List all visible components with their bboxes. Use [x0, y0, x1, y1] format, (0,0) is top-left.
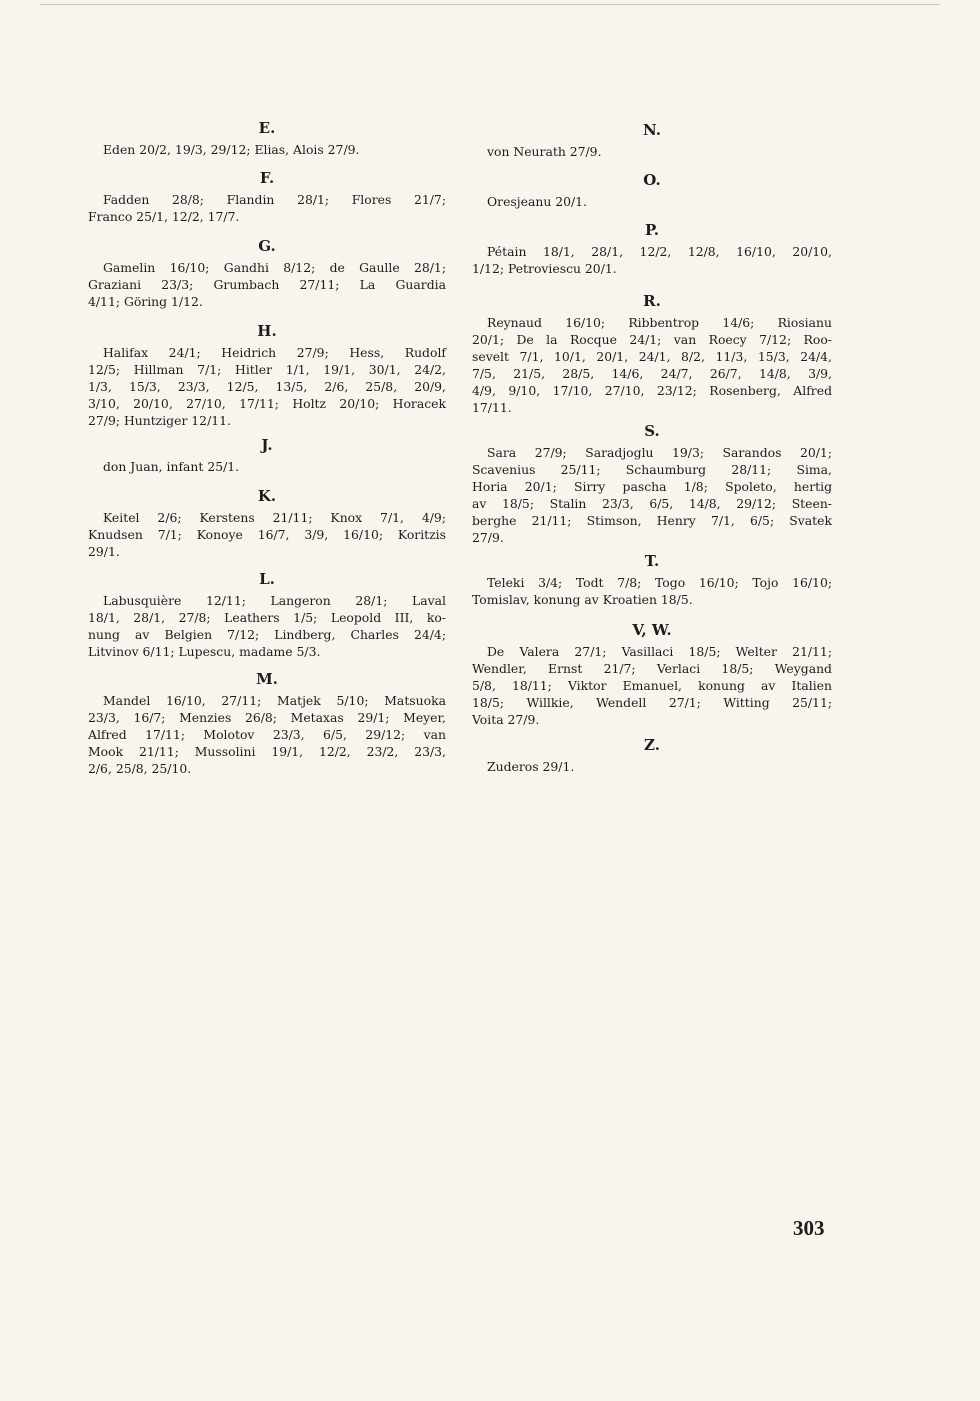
section-letter-heading: H.	[257, 322, 277, 340]
index-entry-line: Pétain 18/1, 28/1, 12/2, 12/8, 16/10, 20/10,	[487, 244, 832, 259]
index-entry-line: Scavenius 25/11; Schaumburg 28/11; Sima,	[472, 462, 832, 477]
section-letter-heading: N.	[643, 121, 661, 139]
section-letter-heading: J.	[261, 436, 273, 454]
index-section	[88, 237, 446, 310]
index-entry-line: 1/12; Petroviescu 20/1.	[472, 261, 617, 276]
index-entry-line: von Neurath 27/9.	[487, 144, 602, 159]
index-entry-line: 3/10, 20/10, 27/10, 17/11; Holtz 20/10; Horacek	[88, 396, 446, 411]
index-section	[88, 436, 446, 475]
section-letter-heading: G.	[258, 237, 276, 255]
index-entry-line: 4/9, 9/10, 17/10, 27/10, 23/12; Rosenberg, Alfred	[472, 383, 832, 398]
index-entry-line: 5/8, 18/11; Viktor Emanuel, konung av Italien	[472, 678, 832, 693]
index-entry-line: Tomislav, konung av Kroatien 18/5.	[472, 592, 693, 607]
index-entry-line: Alfred 17/11; Molotov 23/3, 6/5, 29/12; van	[88, 727, 446, 742]
index-entry-line: Horia 20/1; Sirry pascha 1/8; Spoleto, hertig	[472, 479, 832, 494]
index-entry-line: 27/9.	[472, 530, 504, 545]
index-entry-line: Eden 20/2, 19/3, 29/12; Elias, Alois 27/9.	[103, 142, 360, 157]
section-letter-heading: Z.	[644, 736, 660, 754]
index-entry-line: nung av Belgien 7/12; Lindberg, Charles 24/4;	[88, 627, 446, 642]
index-column-left	[88, 0, 446, 800]
index-section	[88, 670, 446, 777]
index-entry-line: De Valera 27/1; Vasillaci 18/5; Welter 21/11;	[487, 644, 832, 659]
index-entry-line: 4/11; Göring 1/12.	[88, 294, 203, 309]
index-entry-line: Graziani 23/3; Grumbach 27/11; La Guardia	[88, 277, 446, 292]
index-entry-line: 27/9; Huntziger 12/11.	[88, 413, 231, 428]
index-entry-line: av 18/5; Stalin 23/3, 6/5, 14/8, 29/12; Steen-	[472, 496, 832, 511]
index-entry-line: 2/6, 25/8, 25/10.	[88, 761, 192, 776]
section-letter-heading: P.	[644, 221, 660, 239]
section-letter-heading: E.	[258, 119, 276, 137]
index-section	[472, 292, 832, 416]
index-section	[472, 171, 832, 210]
index-entry-line: 7/5, 21/5, 28/5, 14/6, 24/7, 26/7, 14/8, 3/9,	[472, 366, 832, 381]
index-entry-line: Reynaud 16/10; Ribbentrop 14/6; Riosianu	[487, 315, 832, 330]
index-entry-line: Labusquière 12/11; Langeron 28/1; Laval	[103, 593, 446, 608]
index-entry-line: don Juan, infant 25/1.	[103, 459, 240, 474]
index-section	[472, 121, 832, 160]
section-letter-heading: T.	[644, 552, 660, 570]
index-entry-line: Keitel 2/6; Kerstens 21/11; Knox 7/1, 4/9;	[103, 510, 446, 525]
index-section	[472, 621, 832, 728]
index-entry-line: Voita 27/9.	[472, 712, 540, 727]
index-entry-line: Sara 27/9; Saradjoglu 19/3; Sarandos 20/1;	[487, 445, 832, 460]
index-entry-line: 18/1, 28/1, 27/8; Leathers 1/5; Leopold III, ko-	[88, 610, 446, 625]
index-entry-line: 1/3, 15/3, 23/3, 12/5, 13/5, 2/6, 25/8, 20/9,	[88, 379, 446, 394]
index-entry-line: Knudsen 7/1; Konoye 16/7, 3/9, 16/10; Koritzis	[88, 527, 446, 542]
index-entry-line: Mandel 16/10, 27/11; Matjek 5/10; Matsuoka	[103, 693, 446, 708]
index-section	[88, 322, 446, 429]
index-entry-line: Wendler, Ernst 21/7; Verlaci 18/5; Weygand	[472, 661, 832, 676]
section-letter-heading: K.	[257, 487, 277, 505]
index-entry-line: Teleki 3/4; Todt 7/8; Togo 16/10; Tojo 16/10;	[487, 575, 832, 590]
index-entry-line: 12/5; Hillman 7/1; Hitler 1/1, 19/1, 30/1, 24/2,	[88, 362, 446, 377]
page-number: 303	[793, 1216, 825, 1240]
index-entry-line: Litvinov 6/11; Lupescu, madame 5/3.	[88, 644, 321, 659]
index-entry-line: Oresjeanu 20/1.	[487, 194, 587, 209]
index-section	[88, 487, 446, 560]
index-entry-line: Gamelin 16/10; Gandhi 8/12; de Gaulle 28/1;	[103, 260, 446, 275]
section-letter-heading: M.	[256, 670, 278, 688]
index-entry-line: sevelt 7/1, 10/1, 20/1, 24/1, 8/2, 11/3, 15/3, 24/4,	[472, 349, 832, 364]
index-entry-line: 18/5; Willkie, Wendell 27/1; Witting 25/11;	[472, 695, 832, 710]
index-section	[88, 119, 446, 158]
index-entry-line: Mook 21/11; Mussolini 19/1, 12/2, 23/2, 23/3,	[88, 744, 446, 759]
index-entry-line: Halifax 24/1; Heidrich 27/9; Hess, Rudolf	[103, 345, 446, 360]
section-letter-heading: F.	[259, 169, 275, 187]
index-section	[88, 169, 446, 225]
section-letter-heading: O.	[643, 171, 661, 189]
index-entry-line: 29/1.	[88, 544, 120, 559]
section-letter-heading: L.	[259, 570, 275, 588]
index-section	[88, 570, 446, 660]
index-column-right	[472, 0, 832, 800]
section-letter-heading: V, W.	[632, 621, 672, 639]
index-entry-line: berghe 21/11; Stimson, Henry 7/1, 6/5; Svatek	[472, 513, 832, 528]
index-section	[472, 221, 832, 277]
index-entry-line: Zuderos 29/1.	[487, 759, 575, 774]
index-entry-line: 20/1; De la Rocque 24/1; van Roecy 7/12; Roo-	[472, 332, 832, 347]
index-section	[472, 736, 832, 775]
index-entry-line: 23/3, 16/7; Menzies 26/8; Metaxas 29/1; Meyer,	[88, 710, 446, 725]
index-entry-line: Franco 25/1, 12/2, 17/7.	[88, 209, 240, 224]
section-letter-heading: S.	[644, 422, 660, 440]
index-entry-line: 17/11.	[472, 400, 512, 415]
index-section	[472, 552, 832, 608]
section-letter-heading: R.	[643, 292, 661, 310]
index-entry-line: Fadden 28/8; Flandin 28/1; Flores 21/7;	[103, 192, 446, 207]
index-section	[472, 422, 832, 546]
